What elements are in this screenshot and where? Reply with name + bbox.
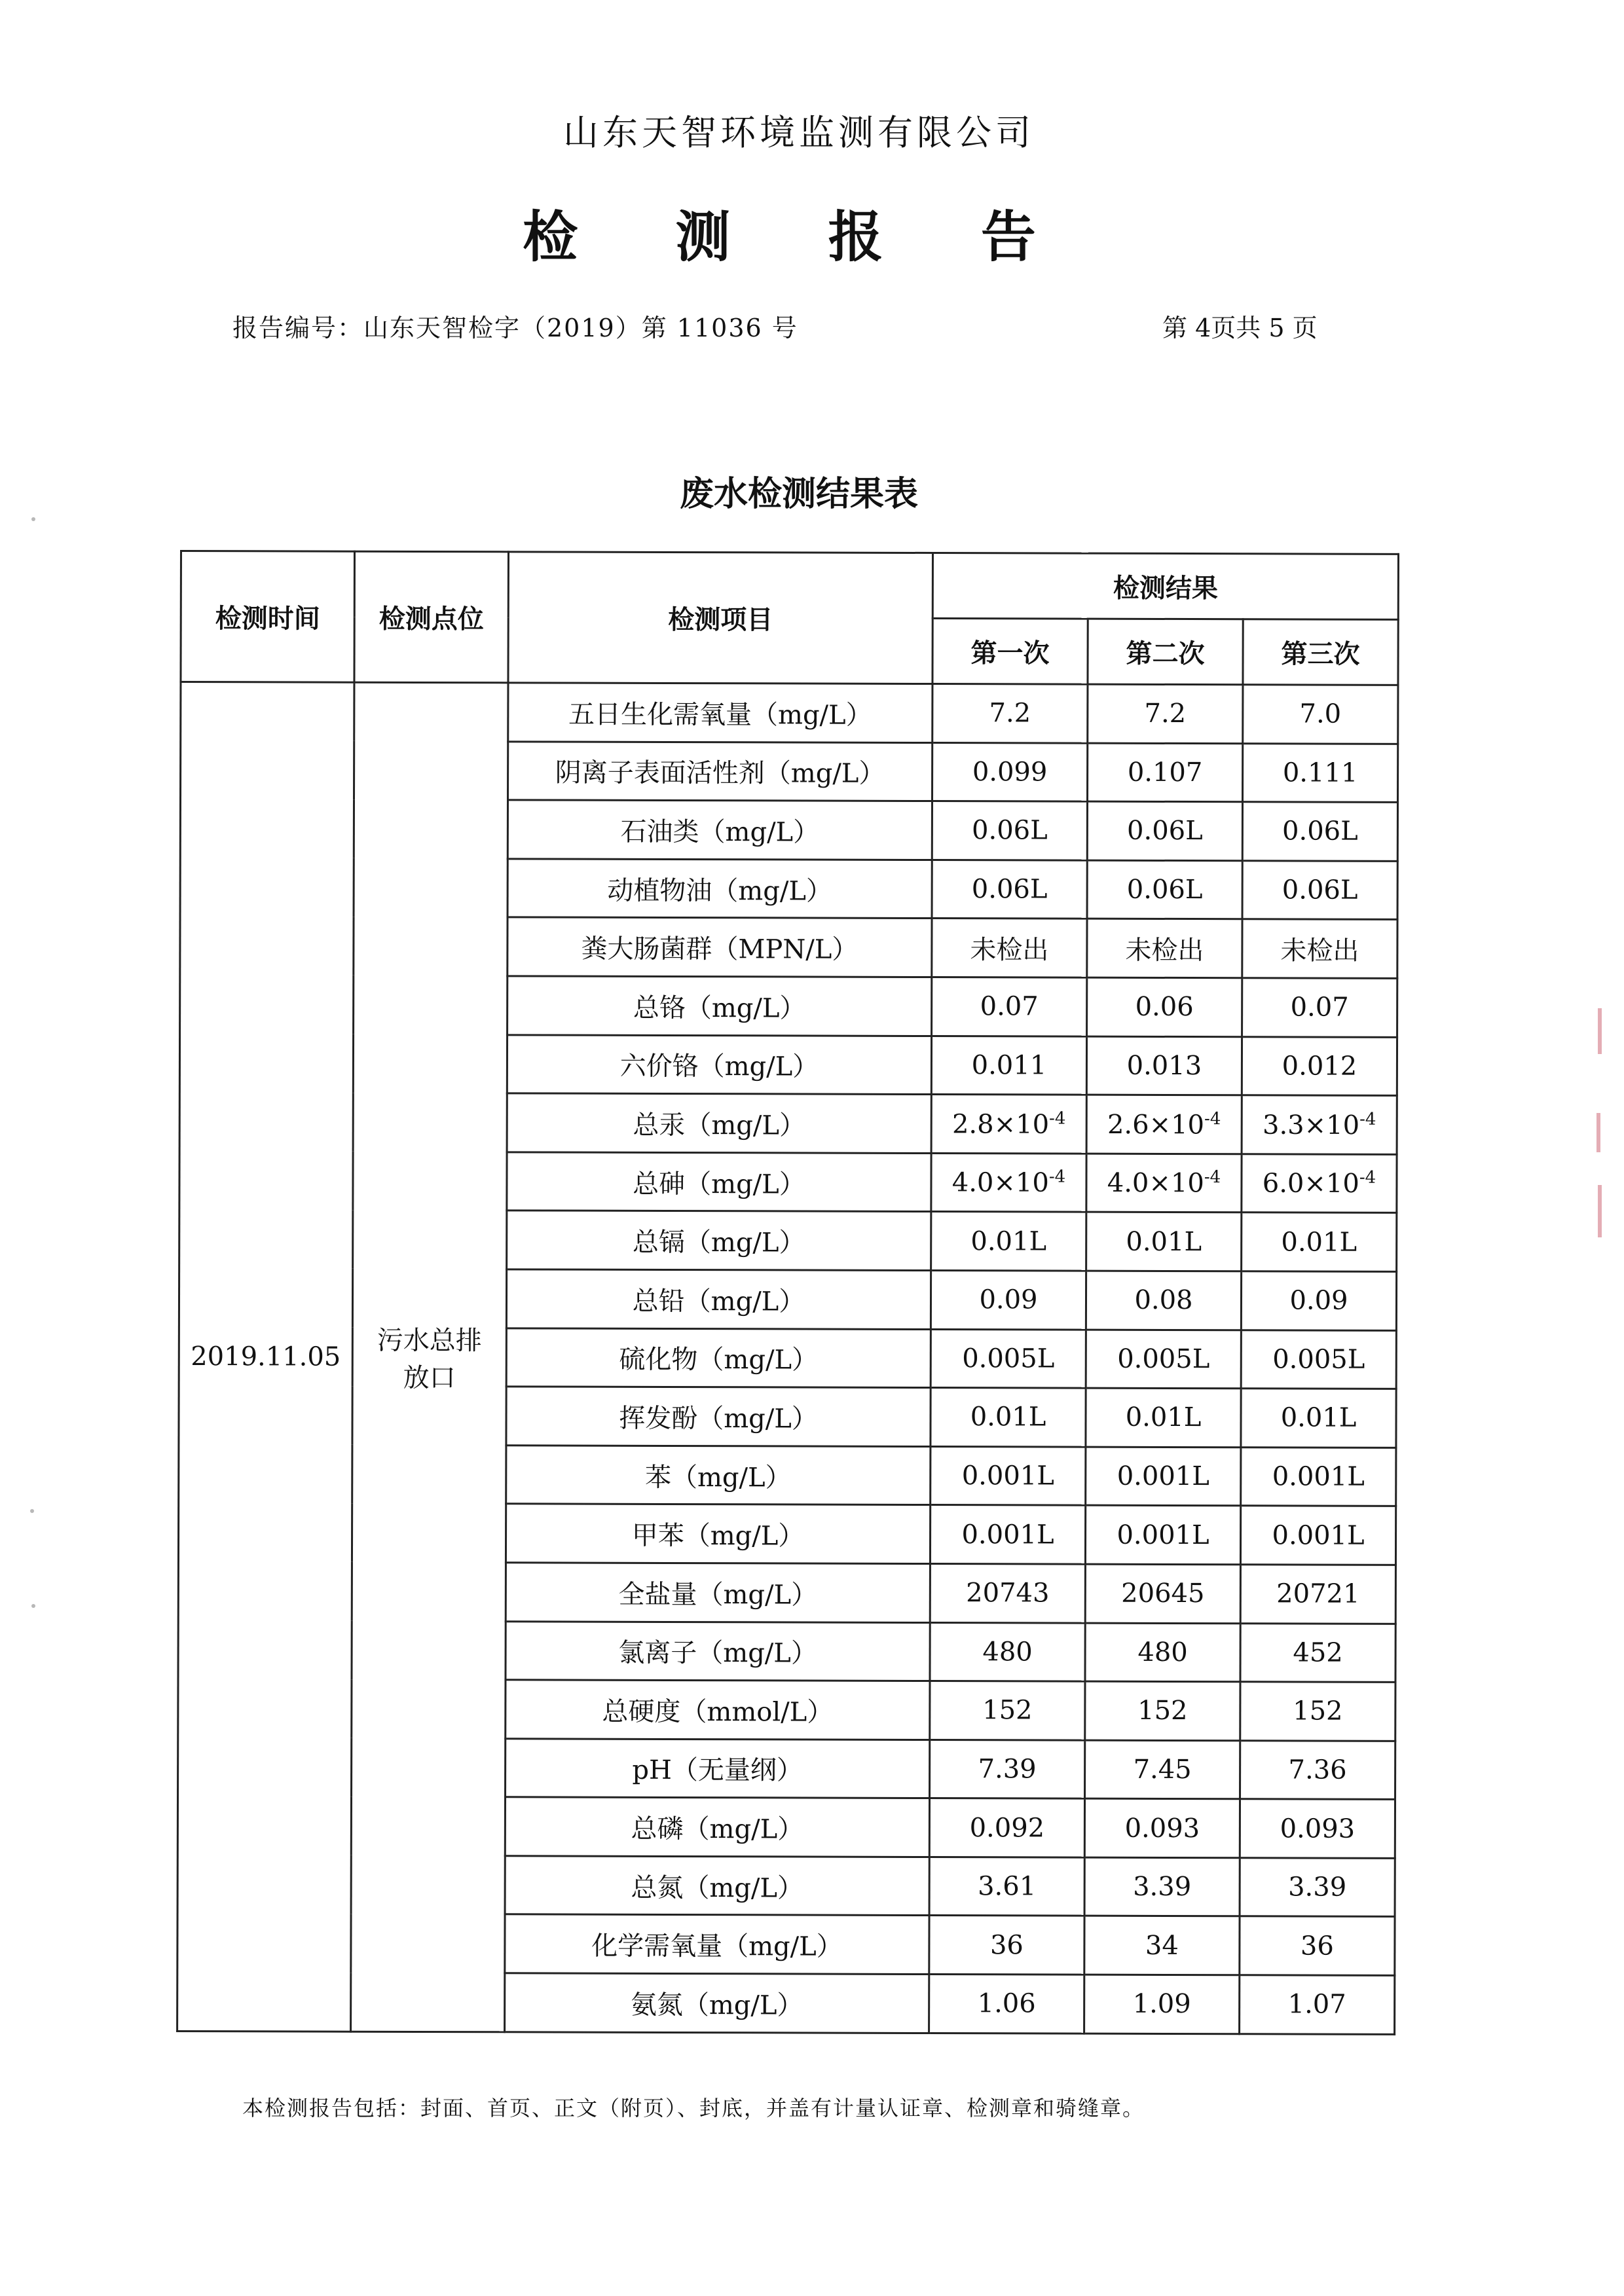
cell-result-1 xyxy=(930,1681,1085,1740)
result-value: 未检出 xyxy=(1125,935,1204,966)
cell-test-item: 石油类（mg/L） xyxy=(507,800,932,860)
result-value: 0.06L xyxy=(1127,816,1203,847)
result-value: 1.09 xyxy=(1132,1989,1191,2020)
cell-result-2 xyxy=(1087,860,1242,919)
cell-test-item: 总氮（mg/L） xyxy=(505,1856,929,1916)
cell-result-1 xyxy=(931,1388,1086,1447)
result-value: 20721 xyxy=(1276,1578,1360,1609)
result-value: 0.09 xyxy=(979,1285,1038,1315)
header-third: 第三次 xyxy=(1243,619,1398,685)
cell-result-3 xyxy=(1241,1389,1396,1448)
result-value: 34 xyxy=(1145,1930,1179,1961)
result-value: 1.07 xyxy=(1287,1989,1346,2020)
cell-result-1 xyxy=(929,1916,1084,1975)
result-value: 3.61 xyxy=(978,1871,1037,1902)
cell-result-2 xyxy=(1086,1154,1242,1212)
cell-result-1 xyxy=(929,1975,1084,2033)
test-point-line1: 污水总排 xyxy=(377,1325,482,1357)
result-value: 0.07 xyxy=(1290,992,1349,1023)
cell-test-item: 六价铬（mg/L） xyxy=(507,1034,931,1094)
cell-result-2 xyxy=(1086,1212,1242,1271)
cell-test-date: 2019.11.05 xyxy=(177,682,354,2032)
cell-result-3 xyxy=(1240,1506,1395,1565)
test-point-line2: 放口 xyxy=(403,1362,456,1393)
results-table xyxy=(176,550,1399,2035)
cell-result-3 xyxy=(1242,743,1397,802)
result-value: 0.06 xyxy=(1135,992,1194,1023)
result-value: 0.01L xyxy=(970,1226,1047,1257)
result-value: 480 xyxy=(1137,1637,1188,1667)
cell-test-item: 硫化物（mg/L） xyxy=(506,1328,931,1387)
result-value: 2.6×10 xyxy=(1107,1109,1205,1140)
result-value: 3.39 xyxy=(1133,1871,1192,1903)
header-item: 检测项目 xyxy=(508,552,933,684)
page-info: 第 4页共 5 页 xyxy=(1162,314,1318,342)
result-value: 4.0×10 xyxy=(951,1167,1049,1199)
result-value: 0.01L xyxy=(970,1402,1046,1432)
cell-result-2 xyxy=(1086,1330,1241,1389)
scan-speck xyxy=(30,1509,34,1513)
cell-test-item: 总汞（mg/L） xyxy=(507,1093,931,1153)
cell-test-item: 全盐量（mg/L） xyxy=(506,1563,930,1622)
cell-test-item: 化学需氧量（mg/L） xyxy=(505,1914,929,1974)
cell-result-3 xyxy=(1242,1095,1397,1154)
cell-result-3 xyxy=(1241,1447,1396,1506)
result-exponent: -4 xyxy=(1359,1168,1376,1188)
cell-result-3 xyxy=(1242,919,1397,978)
result-value: 0.06L xyxy=(1282,875,1358,905)
seal-edge-mark xyxy=(1598,1185,1602,1237)
result-value: 0.001L xyxy=(1116,1461,1209,1492)
result-value: 0.01L xyxy=(1280,1402,1357,1434)
result-value: 未检出 xyxy=(970,935,1049,966)
result-value: 0.01L xyxy=(1281,1227,1357,1258)
cell-result-3 xyxy=(1241,1330,1396,1389)
result-value: 0.093 xyxy=(1280,1813,1356,1844)
cell-result-1 xyxy=(931,1036,1086,1095)
result-exponent: -4 xyxy=(1204,1167,1221,1188)
result-value: 7.2 xyxy=(1144,699,1187,729)
cell-result-2 xyxy=(1086,1388,1241,1447)
result-value: 0.06L xyxy=(1282,816,1358,847)
cell-test-item: 苯（mg/L） xyxy=(506,1446,931,1505)
cell-result-3 xyxy=(1242,1036,1397,1095)
result-value: 0.09 xyxy=(1289,1285,1348,1316)
cell-test-item: 动植物油（mg/L） xyxy=(507,859,932,919)
cell-result-3 xyxy=(1240,1799,1395,1858)
cell-test-point xyxy=(351,682,508,2032)
cell-result-3 xyxy=(1243,685,1398,744)
result-exponent: -4 xyxy=(1049,1108,1066,1129)
cell-result-1 xyxy=(931,1212,1086,1271)
cell-result-1 xyxy=(932,742,1087,801)
seal-edge-mark xyxy=(1598,1008,1602,1054)
cell-result-2 xyxy=(1085,1623,1240,1682)
cell-result-2 xyxy=(1087,743,1242,802)
cell-result-2 xyxy=(1084,1916,1240,1975)
cell-result-2 xyxy=(1085,1505,1240,1564)
seal-edge-mark xyxy=(1596,1113,1600,1152)
report-number: 报告编号：山东天智检字（2019）第 11036 号 xyxy=(232,314,798,342)
cell-result-3 xyxy=(1242,1212,1397,1271)
result-value: 2.8×10 xyxy=(951,1109,1050,1140)
result-value: 0.001L xyxy=(1116,1520,1209,1550)
result-value: 0.005L xyxy=(1117,1343,1210,1374)
cell-result-1 xyxy=(931,1329,1086,1388)
cell-test-item: 总硬度（mmol/L） xyxy=(506,1680,930,1740)
result-value: 6.0×10 xyxy=(1262,1169,1359,1199)
result-value: 0.107 xyxy=(1127,757,1203,788)
cell-result-1 xyxy=(930,1563,1085,1622)
cell-result-2 xyxy=(1085,1681,1240,1740)
result-exponent: -4 xyxy=(1048,1167,1066,1187)
cell-test-item: 挥发酚（mg/L） xyxy=(506,1387,931,1446)
result-value: 0.01L xyxy=(1125,1402,1202,1433)
cell-result-1 xyxy=(932,801,1087,860)
cell-test-item: pH（无量纲） xyxy=(506,1738,930,1798)
result-value: 未检出 xyxy=(1280,936,1359,966)
result-value: 152 xyxy=(1293,1696,1343,1727)
table-row xyxy=(181,682,1398,744)
result-value: 0.099 xyxy=(972,757,1048,788)
cell-test-item: 总磷（mg/L） xyxy=(505,1797,929,1857)
cell-result-1 xyxy=(932,919,1087,977)
result-value: 4.0×10 xyxy=(1107,1168,1204,1199)
cell-result-3 xyxy=(1240,1682,1395,1741)
cell-result-2 xyxy=(1084,1975,1240,2033)
cell-result-1 xyxy=(932,684,1088,743)
cell-result-2 xyxy=(1086,1095,1242,1154)
cell-test-item: 甲苯（mg/L） xyxy=(506,1504,930,1563)
results-body xyxy=(177,682,1398,2035)
scan-speck xyxy=(31,517,35,521)
report-title: 检 测 报 告 xyxy=(523,204,1075,269)
cell-result-2 xyxy=(1085,1564,1240,1623)
result-value: 0.001L xyxy=(1272,1461,1365,1492)
result-value: 36 xyxy=(1300,1931,1334,1961)
cell-result-1 xyxy=(931,1270,1086,1329)
result-value: 0.013 xyxy=(1126,1050,1202,1081)
result-value: 0.012 xyxy=(1282,1051,1357,1082)
cell-result-3 xyxy=(1240,1623,1395,1682)
result-value: 0.011 xyxy=(971,1050,1047,1081)
cell-result-1 xyxy=(930,1505,1085,1564)
scan-speck xyxy=(31,1604,35,1608)
cell-result-2 xyxy=(1087,919,1242,978)
cell-result-1 xyxy=(931,1446,1086,1505)
company-name: 山东天智环境监测有限公司 xyxy=(563,112,1035,153)
header-first: 第一次 xyxy=(932,619,1088,685)
result-value: 0.07 xyxy=(980,991,1039,1022)
result-value: 480 xyxy=(982,1637,1033,1667)
header-time: 检测时间 xyxy=(181,551,355,683)
result-value: 0.06L xyxy=(972,815,1048,846)
cell-result-3 xyxy=(1240,1916,1395,1975)
cell-test-item: 氯离子（mg/L） xyxy=(506,1621,930,1681)
cell-result-1 xyxy=(931,1095,1086,1154)
result-value: 152 xyxy=(982,1695,1033,1726)
cell-test-item: 氨氮（mg/L） xyxy=(505,1973,929,2033)
cell-result-3 xyxy=(1242,1154,1397,1212)
cell-result-1 xyxy=(931,1153,1086,1212)
result-value: 0.001L xyxy=(961,1519,1054,1550)
cell-test-item: 阴离子表面活性剂（mg/L） xyxy=(508,741,932,801)
cell-result-3 xyxy=(1242,802,1397,861)
result-value: 7.0 xyxy=(1299,699,1342,729)
cell-result-1 xyxy=(932,860,1087,919)
cell-result-3 xyxy=(1240,1565,1395,1624)
result-value: 0.005L xyxy=(1272,1344,1365,1375)
cell-result-3 xyxy=(1241,1271,1396,1330)
cell-test-item: 总砷（mg/L） xyxy=(507,1152,931,1212)
result-value: 0.001L xyxy=(961,1461,1054,1491)
result-value: 3.39 xyxy=(1288,1872,1347,1903)
result-value: 0.08 xyxy=(1134,1285,1193,1316)
result-value: 1.06 xyxy=(977,1988,1036,2019)
table-title: 废水检测结果表 xyxy=(679,475,918,514)
result-exponent: -4 xyxy=(1359,1109,1376,1129)
cell-test-item: 粪大肠菌群（MPN/L） xyxy=(507,917,932,977)
cell-result-1 xyxy=(929,1857,1084,1916)
cell-result-2 xyxy=(1085,1740,1240,1799)
result-value: 3.3×10 xyxy=(1262,1110,1360,1140)
cell-result-1 xyxy=(929,1798,1084,1857)
cell-test-item: 五日生化需氧量（mg/L） xyxy=(508,683,932,742)
result-value: 7.39 xyxy=(978,1754,1037,1785)
cell-result-3 xyxy=(1240,1858,1395,1917)
result-value: 452 xyxy=(1293,1637,1343,1668)
cell-result-3 xyxy=(1240,1975,1395,2034)
footer-note: 本检测报告包括：封面、首页、正文（附页）、封底，并盖有计量认证章、检测章和骑缝章。 xyxy=(242,2096,1145,2121)
header-second: 第二次 xyxy=(1088,619,1243,685)
cell-result-3 xyxy=(1242,978,1397,1037)
result-exponent: -4 xyxy=(1204,1108,1221,1129)
cell-result-1 xyxy=(932,977,1087,1036)
cell-result-2 xyxy=(1086,1036,1242,1095)
header-row-1 xyxy=(181,551,1398,620)
result-value: 7.2 xyxy=(989,698,1031,729)
cell-test-item: 总铬（mg/L） xyxy=(507,976,932,1036)
result-value: 0.092 xyxy=(969,1812,1045,1844)
cell-test-item: 总镉（mg/L） xyxy=(507,1211,931,1270)
result-value: 0.111 xyxy=(1282,757,1358,788)
result-value: 7.36 xyxy=(1288,1755,1347,1785)
cell-test-item: 总铅（mg/L） xyxy=(506,1269,931,1329)
cell-result-3 xyxy=(1240,1740,1395,1799)
cell-result-2 xyxy=(1088,684,1243,743)
result-value: 152 xyxy=(1137,1696,1188,1726)
result-value: 0.01L xyxy=(1126,1226,1202,1257)
result-value: 20645 xyxy=(1121,1578,1205,1609)
result-value: 7.45 xyxy=(1133,1754,1192,1785)
cell-result-2 xyxy=(1084,1798,1240,1857)
result-value: 0.06L xyxy=(971,874,1048,905)
cell-result-1 xyxy=(930,1740,1085,1798)
cell-result-2 xyxy=(1086,1271,1241,1330)
result-value: 0.005L xyxy=(962,1343,1055,1374)
header-point: 检测点位 xyxy=(354,551,509,683)
result-value: 20743 xyxy=(966,1578,1050,1609)
cell-result-2 xyxy=(1087,801,1242,860)
result-value: 0.06L xyxy=(1126,874,1203,905)
result-value: 36 xyxy=(989,1930,1024,1961)
cell-result-2 xyxy=(1086,1447,1241,1506)
result-value: 0.001L xyxy=(1272,1520,1365,1551)
cell-result-3 xyxy=(1242,861,1397,920)
header-result: 检测结果 xyxy=(932,553,1398,620)
result-value: 0.093 xyxy=(1124,1813,1200,1844)
cell-result-2 xyxy=(1087,977,1242,1036)
cell-result-2 xyxy=(1084,1857,1240,1916)
cell-result-1 xyxy=(930,1622,1085,1681)
